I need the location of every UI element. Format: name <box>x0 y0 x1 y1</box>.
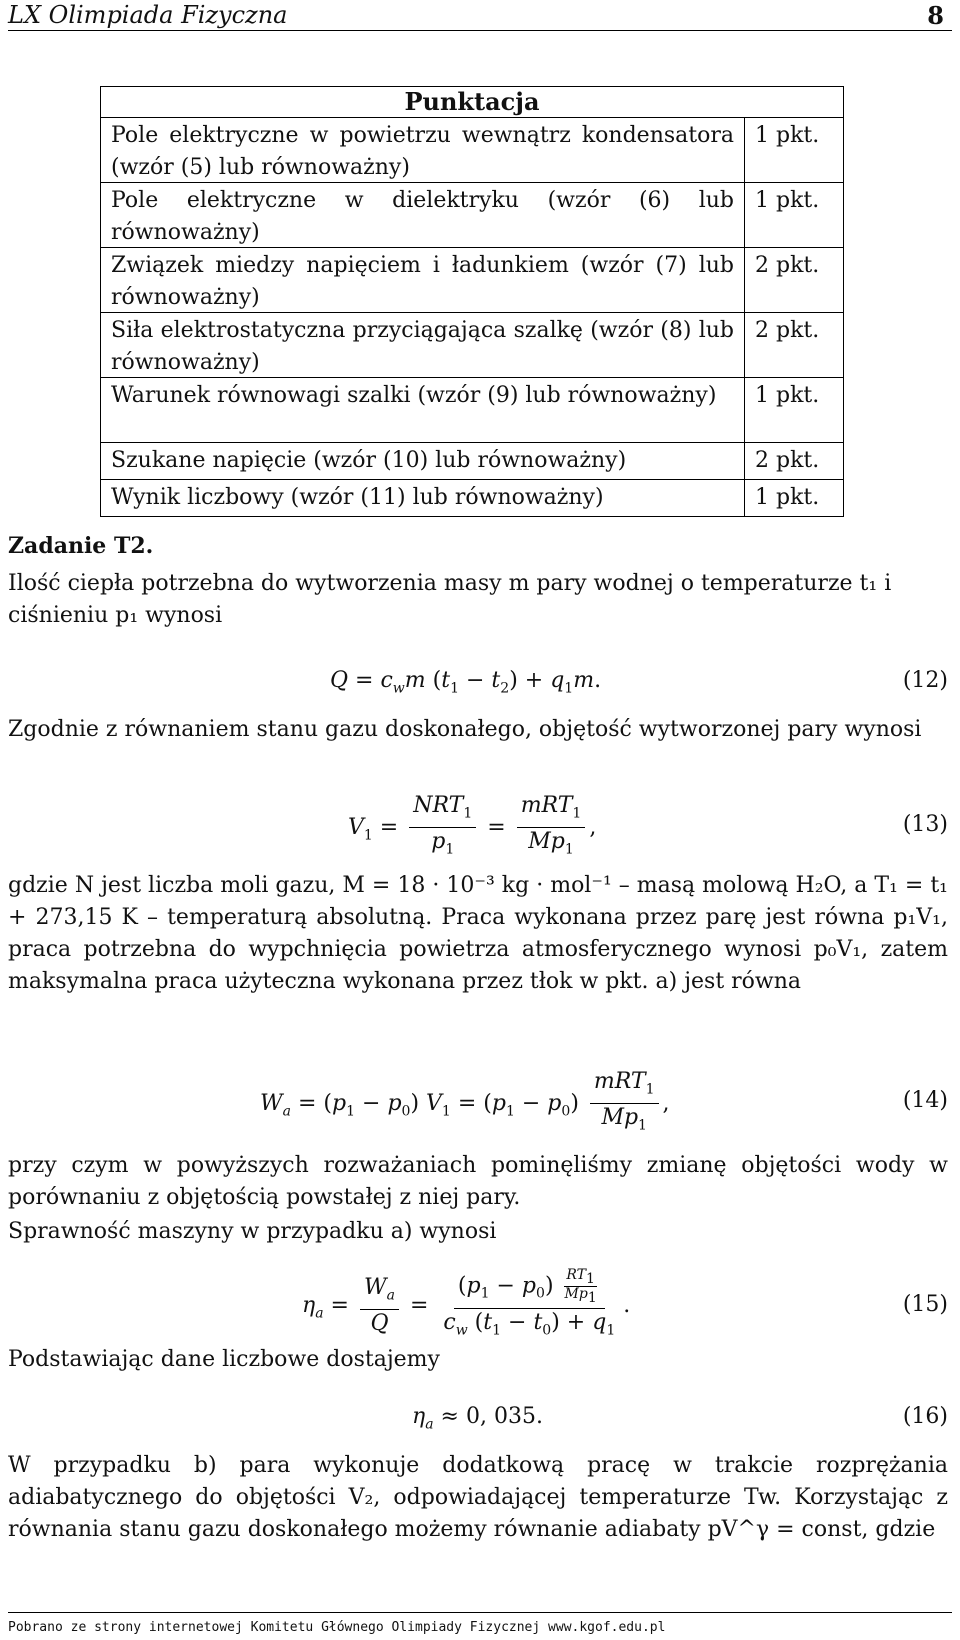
paragraph-1: Ilość ciepła potrzebna do wytworzenia masy m pary wodnej o temperaturze t₁ i ciśnieniu p₁ wynosi <box>8 571 892 628</box>
footer-note: Pobrano ze strony internetowej Komitetu Głównego Olimpiady Fizycznej www.kgof.edu.pl <box>8 1620 666 1635</box>
equation-14-body: $W_a = (p_1 - p_0) V_1 = (p_1 - p_0)$ $\frac{mRT_1}{Mp_1}$ , <box>260 1069 670 1134</box>
equation-number: (13) <box>902 812 948 837</box>
paragraph-6: Podstawiając dane liczbowe dostajemy <box>8 1347 440 1372</box>
equation-number: (14) <box>902 1088 948 1113</box>
equation-16-body: $\eta_a \approx 0$, 035. <box>412 1404 543 1433</box>
scoring-desc: Wynik liczbowy (wzór (11) lub równoważny) <box>101 480 745 516</box>
paragraph-5: Sprawność maszyny w przypadku a) wynosi <box>8 1219 497 1244</box>
equation-number: (12) <box>902 668 948 693</box>
equation-12-body: $Q = c_wm$ $(t_1 - t_2) + q_1m$. <box>330 668 602 697</box>
scoring-desc: Warunek równowagi szalki (wzór (9) lub równoważny) <box>101 378 745 442</box>
scoring-desc: Szukane napięcie (wzór (10) lub równoważny) <box>101 443 745 479</box>
scoring-row <box>101 182 843 247</box>
scoring-points: 1 pkt. <box>755 188 820 213</box>
paragraph-2: Zgodnie z równaniem stanu gazu doskonałego, objętość wytworzonej pary wynosi <box>8 717 922 742</box>
scoring-desc: Pole elektryczne w powietrzu wewnątrz kondensatora (wzór (5) lub równoważny) <box>101 118 745 182</box>
scoring-points: 1 pkt. <box>755 123 820 148</box>
page-header <box>8 0 952 31</box>
scoring-points: 2 pkt. <box>755 318 820 343</box>
scoring-row <box>101 312 843 377</box>
equation-number: (15) <box>902 1292 948 1317</box>
scoring-points: 2 pkt. <box>755 253 820 278</box>
equation-13-body: $V_1$ = $\frac{NRT_1}{p_1}$ = $\frac{mRT_1}{Mp_1}$ , <box>348 793 597 858</box>
paragraph-3: gdzie N jest liczba moli gazu, M = 18 · 10⁻³ kg · mol⁻¹ – masą molową H₂O, a T₁ = t₁ + 273,15 K – temperaturą absolutną. Praca wykonana przez parę jest równa p₁V₁, praca potrzebna do wypchnięcia powietrza atmosferycznego wynosi p₀V₁, zatem maksymalna praca użyteczna wykonana przez tłok w pkt. a) jest równa <box>8 873 948 994</box>
equation-15-body: $\eta_a$ = $\frac{W_a}{Q}$ = $(p_1 - p_0)$ $\frac{RT_1}{Mp_1}$ $c_w$ $(t_1 - t_0) + q_1$ . <box>302 1267 631 1339</box>
scoring-title: Punktacja <box>404 87 540 116</box>
scoring-table <box>100 86 844 517</box>
scoring-desc: Związek miedzy napięciem i ładunkiem (wzór (7) lub równoważny) <box>101 248 745 312</box>
equation-number: (16) <box>902 1404 948 1429</box>
scoring-points: 2 pkt. <box>755 448 820 473</box>
scoring-desc: Pole elektryczne w dielektryku (wzór (6) lub równoważny) <box>101 183 745 247</box>
page-number: 8 <box>927 0 944 30</box>
scoring-row <box>101 377 843 442</box>
scoring-row <box>101 247 843 312</box>
header-title: LX Olimpiada Fizyczna <box>8 1 288 29</box>
scoring-points: 1 pkt. <box>755 485 820 510</box>
paragraph-4: przy czym w powyższych rozważaniach pominęliśmy zmianę objętości wody w porównaniu z objętością powstałej z niej pary. <box>8 1153 948 1210</box>
scoring-row <box>101 117 843 182</box>
scoring-desc: Siła elektrostatyczna przyciągająca szalkę (wzór (8) lub równoważny) <box>101 313 745 377</box>
scoring-row <box>101 479 843 516</box>
task-title: Zadanie T2. <box>8 533 154 559</box>
scoring-points: 1 pkt. <box>755 383 820 408</box>
footer-divider <box>8 1612 952 1613</box>
paragraph-7: W przypadku b) para wykonuje dodatkową pracę w trakcie rozprężania adiabatycznego do objętości V₂, odpowiadającej temperaturze Tw. Korzystając z równania stanu gazu doskonałego możemy równanie adiabaty pV^γ = const, gdzie <box>8 1453 948 1542</box>
scoring-row <box>101 442 843 479</box>
